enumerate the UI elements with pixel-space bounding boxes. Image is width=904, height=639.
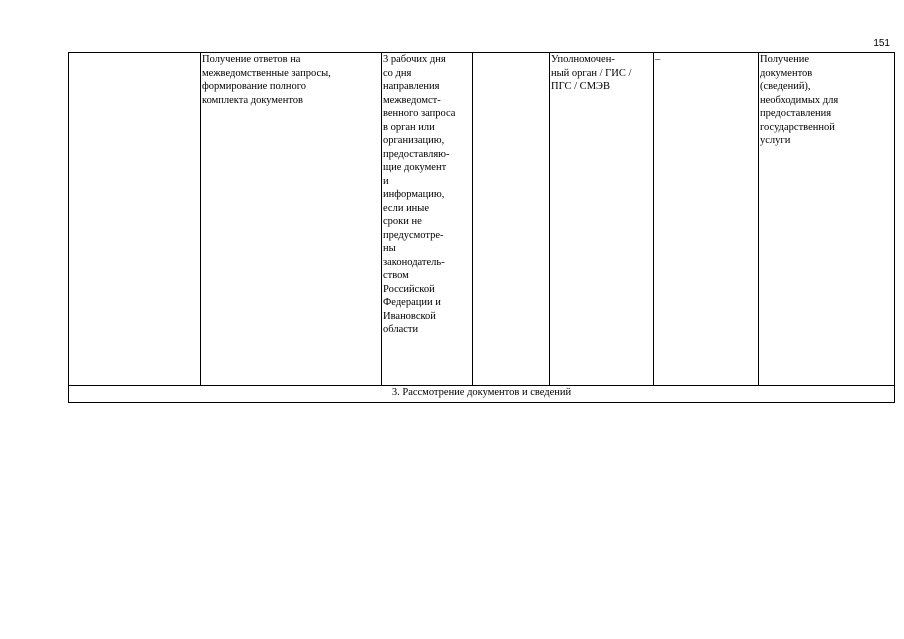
text-line: и [383, 175, 389, 187]
result-text [760, 53, 893, 148]
term-text [383, 53, 471, 337]
cell-responsible [550, 53, 654, 386]
text-line: области [383, 324, 419, 335]
cell-action [201, 53, 382, 386]
text-line: предоставления [760, 108, 832, 119]
dash-text: – [655, 54, 661, 65]
text-line: законодатель- [383, 256, 445, 268]
text-line: межведомственные запросы, [202, 67, 331, 79]
text-line: услуги [760, 135, 791, 146]
cell-term [382, 53, 473, 386]
procedure-table [68, 52, 895, 403]
page-number: 151 [873, 38, 890, 49]
text-line: необходимых для [760, 94, 839, 106]
text-line: если иные [383, 202, 430, 214]
text-line: (сведений), [760, 81, 811, 92]
text-line: ством [383, 270, 409, 281]
text-line: ПГС / СМЭВ [551, 81, 610, 92]
table-row [69, 53, 895, 386]
text-line: Уполномочен- [551, 54, 615, 65]
cell-empty-1 [69, 53, 201, 386]
text-line: щие документ [383, 162, 447, 173]
text-line: Получение [760, 54, 810, 65]
text-line: 3 рабочих дня [383, 54, 446, 65]
text-line: комплекта документов [202, 94, 303, 106]
text-line: направления [383, 81, 440, 92]
text-line: Российской [383, 283, 435, 295]
text-line: документов [760, 67, 813, 79]
cell-result [759, 53, 895, 386]
text-line: предусмотре- [383, 229, 444, 241]
text-line: ный орган / ГИС / [551, 67, 632, 79]
text-line: Ивановской [383, 310, 436, 322]
action-text [202, 53, 380, 107]
cell-empty-4 [473, 53, 550, 386]
section-row [69, 386, 895, 403]
text-line: предоставляю- [383, 148, 450, 160]
text-line: организацию, [383, 135, 445, 146]
responsible-text [551, 53, 652, 94]
text-line: Получение ответов на [202, 54, 301, 65]
text-line: сроки не [383, 216, 422, 227]
text-line: ны [383, 243, 396, 254]
text-line: Федерации и [383, 297, 441, 308]
cell-dash [654, 53, 759, 386]
text-line: формирование полного [202, 81, 307, 92]
text-line: в орган или [383, 121, 435, 133]
text-line: венного запроса [383, 108, 456, 119]
text-line: информацию, [383, 189, 445, 200]
text-line: со дня [383, 67, 412, 79]
text-line: межведомст- [383, 94, 441, 106]
text-line: государственной [760, 121, 835, 133]
section-title: 3. Рассмотрение документов и сведений [69, 386, 895, 403]
